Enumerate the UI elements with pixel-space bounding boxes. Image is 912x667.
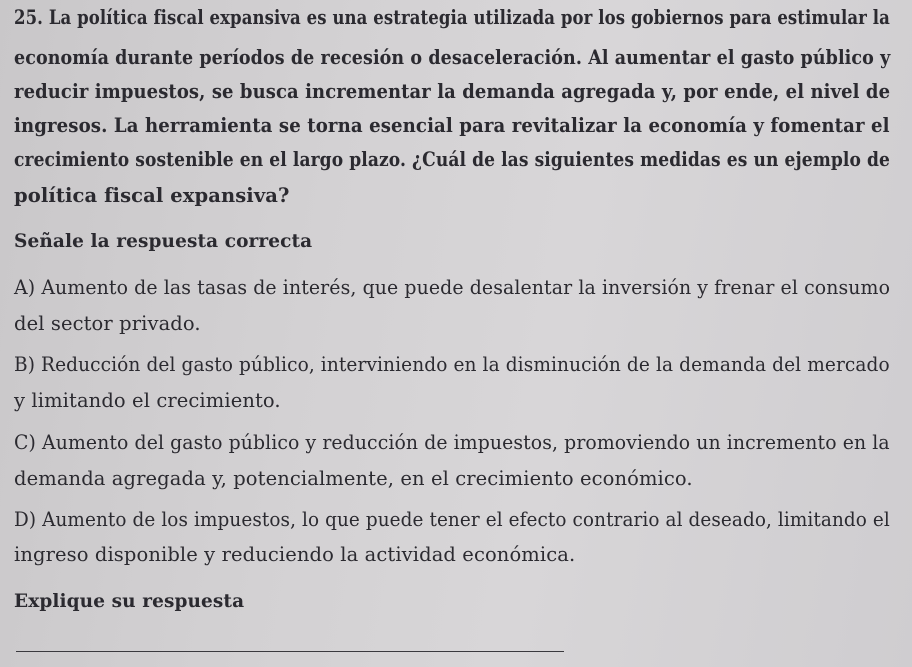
answer-line[interactable] [16,651,564,652]
instruction-heading: Señale la respuesta correcta [14,231,313,252]
question-line: crecimiento sostenible en el largo plazo. ¿Cuál de las siguientes medidas es un ejemplo de [14,148,890,171]
question-line: economía durante períodos de recesión o desaceleración. Al aumentar el gasto público y [14,46,891,69]
option-line: demanda agregada y, potencialmente, en el crecimiento económico. [14,467,693,490]
explain-heading: Explique su respuesta [14,591,245,612]
option-line: C) Aumento del gasto público y reducción de impuestos, promoviendo un incremento en la [14,431,890,454]
option-line: A) Aumento de las tasas de interés, que puede desalentar la inversión y frenar el consumo [14,276,891,299]
question-line: ingresos. La herramienta se torna esencial para revitalizar la economía y fomentar el [14,114,890,137]
option-line: ingreso disponible y reduciendo la actividad económica. [14,543,576,566]
question-line: reducir impuestos, se busca incrementar la demanda agregada y, por ende, el nivel de [14,80,891,103]
option-line: D) Aumento de los impuestos, lo que puede tener el efecto contrario al deseado, limitando el [14,508,890,531]
question-line: política fiscal expansiva? [14,184,290,207]
option-line: del sector privado. [14,312,201,335]
option-line: y limitando el crecimiento. [14,389,281,412]
option-line: B) Reducción del gasto público, interviniendo en la disminución de la demanda del mercado [14,353,890,376]
question-line: 25. La política fiscal expansiva es una estrategia utilizada por los gobiernos para estimular la [14,6,890,29]
